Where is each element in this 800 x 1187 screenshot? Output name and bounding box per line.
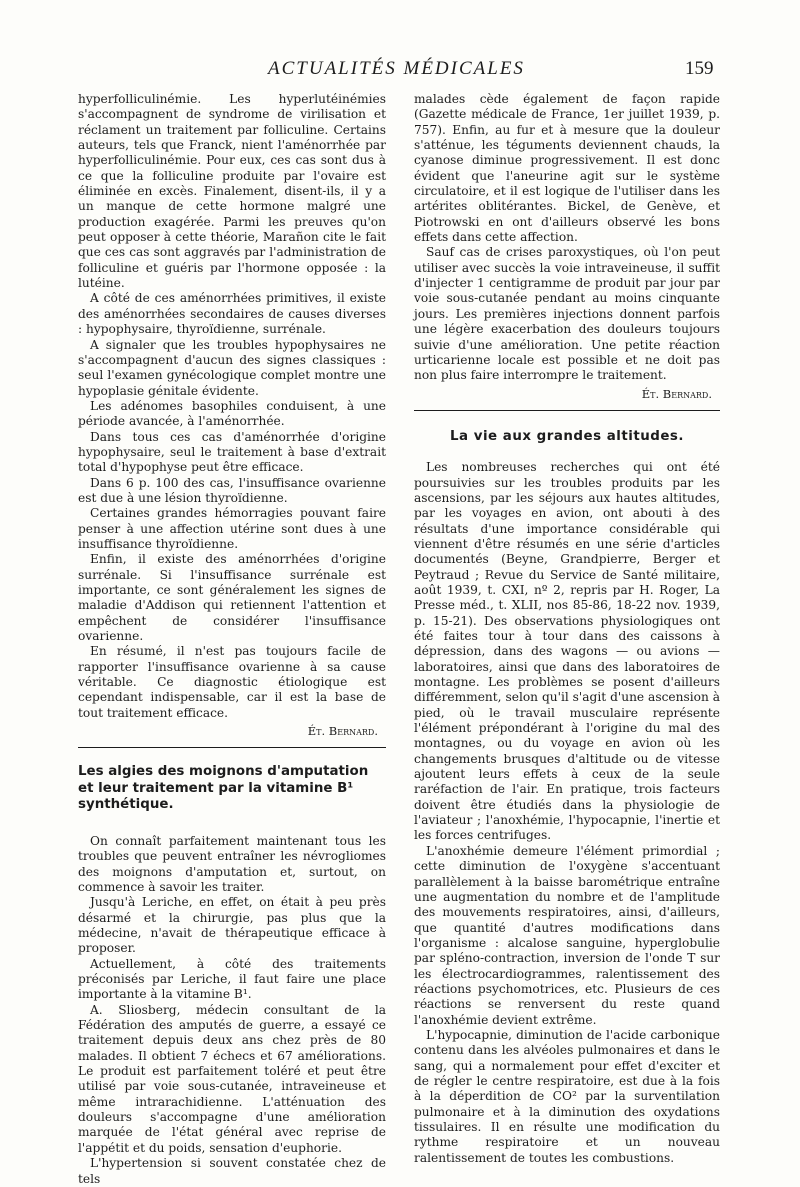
section-divider: [414, 410, 720, 411]
paragraph: Certaines grandes hémorragies pouvant faire penser à une affection utérine sont dues à une insuffisance thyroïdienne.: [78, 506, 386, 551]
paragraph: Les nombreuses recherches qui ont été poursuivies sur les troubles produits par les ascensions, par les séjours aux hautes altitudes, par les voyages en avion, ont abouti à des résultats d'une importance considérable qui viennent d'être résumés en une série d'articles documentés (Beyne, Grandpierre, Berger et Peytraud ; Revue du Service de Santé militaire, août 1939, t. CXI, nº 2, repris par H. Roger, La Presse méd., t. XLII, nos 85-86, 18-22 nov. 1939, p. 15-21). Des observations physiologiques ont été faites tour à tour dans des caissons à dépression, dans des wagons — ou avions — laboratoires, ainsi que dans des laboratoires de montagne. Les problèmes se posent d'ailleurs différemment, selon qu'il s'agit d'une ascension à pied, où le travail musculaire représente l'élément prépondérant à l'origine du mal des montagnes, ou du voyage en avion où les changements brusques d'altitude ou de vitesse ajoutent leurs effets à ceux de la seule raréfaction de l'air. En pratique, trois facteurs doivent être étudiés dans la physiologie de l'aviateur ; l'anoxhémie, l'hypocapnie, l'inertie et les forces centrifuges.: [414, 460, 720, 843]
author-signature: Ét. Bernard.: [307, 724, 378, 739]
paragraph: Enfin, il existe des aménorrhées d'origine surrénale. Si l'insuffisance surrénale est importante, ce sont généralement les signes de maladie d'Addison qui retiennent l'attention et empêchent de considérer l'insuffisance ovarienne.: [78, 552, 386, 644]
paragraph: Dans 6 p. 100 des cas, l'insuffisance ovarienne est due à une lésion thyroïdienne.: [78, 475, 386, 505]
paragraph: Jusqu'à Leriche, en effet, on était à peu près désarmé et la chirurgie, pas plus que la médecine, n'avait de thérapeutique efficace à proposer.: [78, 895, 386, 956]
paragraph: L'hypocapnie, diminution de l'acide carbonique contenu dans les alvéoles pulmonaires et dans le sang, qui a normalement pour effet d'exciter et de régler le centre respiratoire, est due à la fois à la déperdition de CO² par la surventilation pulmonaire et à la diminution des oxydations tissulaires. Il en résulte une modification du rythme respiratoire et un nouveau ralentissement de toutes les combustions.: [414, 1027, 720, 1165]
paragraph: A côté de ces aménorrhées primitives, il existe des aménorrhées secondaires de causes diverses : hypophysaire, thyroïdienne, surrénale.: [78, 291, 386, 337]
running-title: ACTUALITÉS MÉDICALES: [268, 58, 525, 79]
section-divider: [78, 747, 386, 748]
right-column: [414, 92, 720, 1166]
author-signature: Ét. Bernard.: [641, 386, 712, 401]
paragraph: A signaler que les troubles hypophysaires ne s'accompagnent d'aucun des signes classiques : seul l'examen gynécologique complet montre une hypoplasie génitale évidente.: [78, 337, 386, 398]
article-heading: La vie aux grandes altitudes.: [450, 428, 684, 444]
paragraph: hyperfolliculinémie. Les hyperlutéinémies s'accompagnent de syndrome de virilisation et réclament un traitement par folliculine. Certains auteurs, tels que Franck, nient l'aménorrhée par hyperfolliculinémie. Pour eux, ces cas sont dus à ce que la folliculine produite par l'ovaire est éliminée en excès. Finalement, disent-ils, il y a un manque de cette hormone malgré une production exagérée. Parmi les preuves qu'on peut opposer à cette théorie, Marañon cite le fait que ces cas sont aggravés par l'administration de folliculine et guéris par l'hormone opposée : la lutéine.: [78, 92, 386, 291]
paragraph: Sauf cas de crises paroxystiques, où l'on peut utiliser avec succès la voie intraveineuse, il suffit d'injecter 1 centigramme de produit par jour par voie sous-cutanée pendant au moins cinquante jours. Les premières injections donnent parfois une légère exacerbation des douleurs toujours suivie d'une amélioration. Une petite réaction urticarienne locale est possible et ne doit pas non plus faire interrompre le traitement.: [414, 245, 720, 383]
left-column: [78, 92, 386, 1187]
paragraph: L'anoxhémie demeure l'élément primordial ; cette diminution de l'oxygène s'accentuant parallèlement à la baisse barométrique entraîne une augmentation du nombre et de l'amplitude des mouvements respiratoires, ainsi, d'ailleurs, que quantité d'autres modifications dans l'organisme : alcalose sanguine, hyperglobulie par spléno-contraction, inversion de l'onde T sur les électrocardiogrammes, ralentissement des réactions psychomotrices, etc. Plusieurs de ces réactions se renversent du reste quand l'anoxhémie devient extrême.: [414, 843, 720, 1027]
paragraph: L'hypertension si souvent constatée chez de tels: [78, 1156, 386, 1186]
paragraph: Actuellement, à côté des traitements préconisés par Leriche, il faut faire une place importante à la vitamine B¹.: [78, 956, 386, 1002]
page-number: 159: [685, 58, 714, 79]
paragraph: En résumé, il n'est pas toujours facile de rapporter l'insuffisance ovarienne à sa cause véritable. Ce diagnostic étiologique est cependant indispensable, car il est la base de tout traitement efficace.: [78, 644, 386, 720]
article-heading: Les algies des moignons d'amputation et leur traitement par la vitamine B¹ synthétique.: [78, 764, 369, 813]
paragraph: malades cède également de façon rapide (Gazette médicale de France, 1er juillet 1939, p. 757). Enfin, au fur et à mesure que la douleur s'atténue, les téguments deviennent chauds, la cyanose diminue progressivement. Il est donc évident que l'aneurine agit sur le système circulatoire, et il est logique de l'utiliser dans les artérites oblitérantes. Bickel, de Genève, et Piotrowski en ont d'ailleurs observé les bons effets dans cette affection.: [414, 92, 720, 245]
page-header: [0, 56, 800, 86]
paragraph: Les adénomes basophiles conduisent, à une période avancée, à l'aménorrhée.: [78, 398, 386, 429]
paragraph: On connaît parfaitement maintenant tous les troubles que peuvent entraîner les névrogliomes des moignons d'amputation et, surtout, on commence à savoir les traiter.: [78, 833, 386, 894]
paragraph: Dans tous ces cas d'aménorrhée d'origine hypophysaire, seul le traitement à base d'extrait total d'hypophyse peut être efficace.: [78, 429, 386, 475]
paragraph: A. Sliosberg, médecin consultant de la Fédération des amputés de guerre, a essayé ce traitement depuis deux ans chez près de 80 malades. Il obtient 7 échecs et 67 améliorations. Le produit est parfaitement toléré et peut être utilisé par voie sous-cutanée, intraveineuse et même intrarachidienne. L'atténuation des douleurs s'accompagne d'une amélioration marquée de l'état général avec reprise de l'appétit et du poids, sensation d'euphorie.: [78, 1002, 386, 1155]
